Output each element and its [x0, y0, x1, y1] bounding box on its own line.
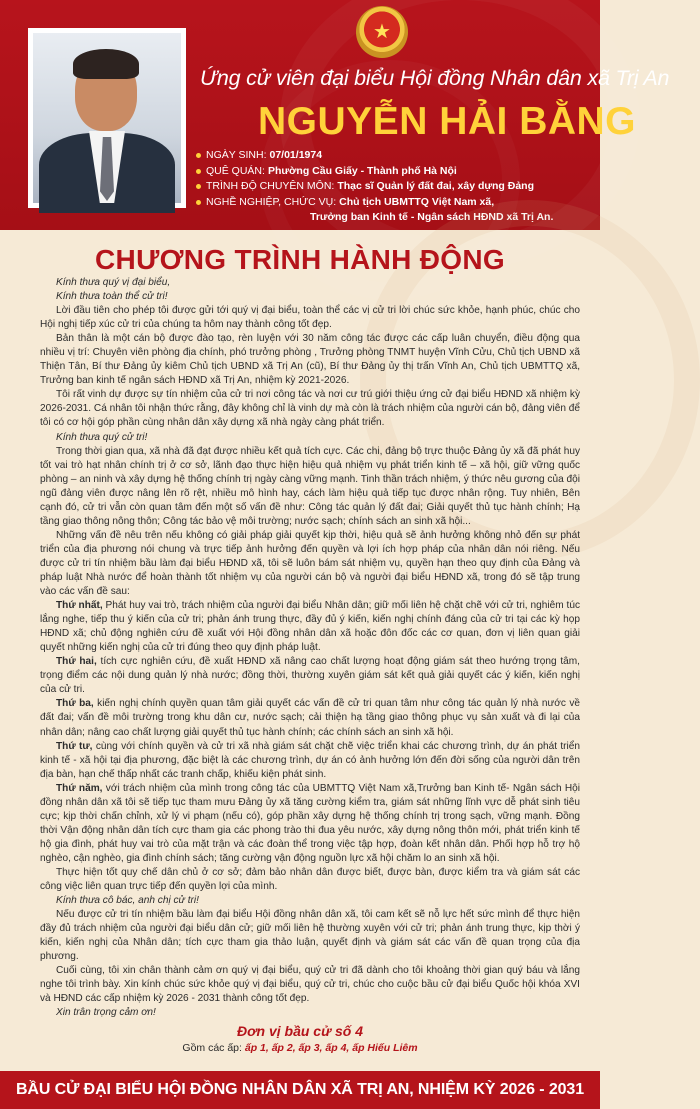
paragraph: Lời đầu tiên cho phép tôi được gửi tới quý vị đại biểu, toàn thể các vị cử tri lời chúc sức khỏe, hạnh phúc, chúc cho Hội nghị tiếp xúc cử tri của chúng ta hôm nay thành công tốt đẹp. [40, 305, 580, 331]
info-label: TRÌNH ĐỘ CHUYÊN MÔN: [206, 180, 335, 192]
greeting: Kính thưa cô bác, anh chị cử tri! [56, 895, 199, 907]
program-title: CHƯƠNG TRÌNH HÀNH ĐỘNG [95, 244, 505, 275]
task-text: Phát huy vai trò, trách nhiệm của người đại biểu Nhân dân; giữ mối liên hệ chặt chẽ với cử tri, nghiêm túc lắng nghe, tiếp thu ý kiến của cử tri; phản ánh trung thực, đầy đủ ý kiến, kiến nghị chính đáng của cử tri tại các kỳ họp HĐND xã; chủ động nghiên cứu đề xuất với Hội đồng nhân dân xã hoặc đôn đốc các cơ quan, đơn vị liên quan giải quyết những kiến nghị của cử tri đúng theo quy định pháp luật. [40, 600, 580, 654]
candidate-header [0, 0, 670, 230]
task-paragraph [40, 599, 580, 655]
greeting: Kính thưa quý vị đại biểu, [56, 277, 171, 288]
electoral-unit-title: Đơn vị bầu cử số 4 [237, 1023, 363, 1039]
task-lead: Thứ năm, [56, 782, 103, 794]
task-paragraph [40, 697, 580, 739]
task-lead: Thứ hai, [56, 656, 97, 668]
candidate-title: Ứng cử viên đại biểu Hội đồng Nhân dân xã Trị An [200, 66, 670, 90]
candidate-photo-frame [28, 28, 186, 208]
unit-prefix: Gồm các ấp: [182, 1042, 245, 1054]
paragraph: Thực hiện tốt quy chế dân chủ ở cơ sở; đảm bảo nhân dân được biết, được bàn, được kiểm tra và giám sát các công việc liên quan trực tiếp đến quyền lợi của mình. [40, 866, 580, 893]
paragraph: Cuối cùng, tôi xin chân thành cảm ơn quý vị đại biểu, quý cử tri đã dành cho tôi khoảng thời gian quý báu và lắng nghe tôi trình bày. Xin kính chúc sức khỏe quý vị đại biểu, quý cử tri, chúc cho cuộc bầu cử đại biểu Quốc hội khóa XVI và HĐND các cấp nhiệm kỳ 2026 - 2031 thành công tốt đẹp. [40, 965, 580, 1005]
task-text: tích cực nghiên cứu, đề xuất HĐND xã nâng cao chất lượng hoạt động giám sát theo hướng trọng tâm, trọng điểm các nội dung quản lý nhà nước; đồng thời, thường xuyên giám sát kết quả giải quyết các ý kiến, kiến nghị của cử tri. [40, 656, 580, 696]
paragraph: Những vấn đề nêu trên nếu không có giải pháp giải quyết kịp thời, hiệu quả sẽ ảnh hưởng không nhỏ đến sự phát triển của địa phương nói chung và trực tiếp ảnh hưởng đến quyền và lợi ích hợp pháp của nhân dân nói riêng. Nếu được cử tri tín nhiệm bầu làm đại biểu HĐND xã, tôi sẽ luôn bám sát nhiệm vụ, quyền hạn theo quy định của Đảng và pháp luật Nhà nước để hoàn thành tốt nhiệm vụ của người cán bộ và người đại biểu HĐND xã, trong đó sẽ tập trung vào các vấn đề sau: [40, 529, 580, 598]
task-text: cùng với chính quyền và cử tri xã nhà giám sát chặt chẽ việc triển khai các chương trình, dự án phát triển kinh tế - xã hội tại địa phương, đặc biệt là các chương trình, dự án có ảnh hưởng lớn đến đời sống của người dân trên địa bàn, hạn chế thấp nhất các tranh chấp, khiếu kiện phát sinh. [40, 740, 581, 780]
footer-banner [0, 1071, 600, 1109]
paragraph: Tôi rất vinh dự được sự tín nhiệm của cử tri nơi công tác và nơi cư trú giới thiệu ứng cử đại biểu HĐND xã nhiệm kỳ 2026-2031. Cá nhân tôi nhận thức rằng, đây không chỉ là vinh dự mà còn là trách nhiệm của người cán bộ, đảng viên để tôi có cơ hội góp phần cùng nhân dân xây dựng xã nhà ngày càng phát triển. [40, 389, 580, 429]
bullet-icon [196, 153, 201, 158]
task-lead: Thứ ba, [56, 698, 94, 710]
info-value: 07/01/1974 [269, 149, 323, 161]
paragraph: Nếu được cử tri tín nhiệm bầu làm đại biểu Hội đồng nhân dân xã, tôi cam kết sẽ nỗ lực hết sức mình để thực hiện đầy đủ trách nhiệm của người đại biểu dân cử; giữ mối liên hệ thường xuyên với cử tri; phản ánh trung thực, kịp thời ý kiến, kiến nghị của Nhân dân; tích cực tham gia thảo luận, quyết định và giám sát các vấn đề quan trọng của địa phương. [40, 909, 580, 963]
bullet-icon [196, 200, 201, 205]
national-emblem-icon: ★ [356, 6, 408, 58]
task-lead: Thứ tư, [56, 740, 93, 752]
task-lead: Thứ nhất, [56, 600, 103, 612]
info-value: Thạc sĩ Quản lý đất đai, xây dựng Đảng [337, 180, 534, 192]
task-paragraph [40, 740, 580, 782]
info-hometown [196, 164, 596, 180]
footer-text: BẦU CỬ ĐẠI BIỂU HỘI ĐỒNG NHÂN DÂN XÃ TRỊ AN, NHIỆM KỲ 2026 - 2031 [15, 1081, 585, 1098]
task-paragraph [40, 782, 580, 866]
task-text: kiến nghị chính quyền quan tâm giải quyết các vấn đề cử tri quan tâm như công tác quản lý nhà nước về đất đai; vấn đề môi trường trong khu dân cư, nước sạch; cải thiện hạ tầng giao thông phục vụ sản xuất và đi lại của nhân dân; nâng cao chất lượng giải quyết thủ tục hành chính; các chính sách an sinh xã hội. [40, 698, 580, 738]
photo-hair [73, 49, 139, 79]
closing: Xin trân trọng cảm ơn! [56, 1007, 156, 1019]
task-text: với trách nhiệm của mình trong công tác của UBMTTQ Việt Nam xã,Trưởng ban Kinh tế- Ngân sách Hội đồng nhân dân xã tôi sẽ tiếp tục tham mưu Đảng ủy xã tăng cường kiểm tra, giám sát những lĩnh vực dễ phát sinh tiêu cực; kịp thời chấn chỉnh, xử lý vi phạm (nếu có), góp phần xây dựng hệ thống chính trị trong sạch, vững mạnh. Đồng thời Vận động nhân dân tích cực tham gia các phong trào thi đua yêu nước, xây dựng nông thôn mới, phát triển kinh tế hộ gia đình, phát huy vai trò của mặt trận và các đoàn thể trong việc tập hợp, đoàn kết nhân dân. Phối hợp hỗ trợ hộ nghèo, cận nghèo, gia đình chính sách; tăng cường vận động nguồn lực xã hội chăm lo an sinh xã hội. [40, 782, 580, 864]
info-label: NGÀY SINH: [206, 149, 267, 161]
info-education [196, 179, 596, 195]
paragraph: Bản thân là một cán bộ được đào tạo, rèn luyện với 30 năm công tác được các cấp luân chuyển, điều động qua nhiều vị trí: Chuyên viên phòng địa chính, phó trưởng phòng , Trưởng phòng TNMT huyện Vĩnh Cửu, Chủ tịch UBND xã Thiện Tân, Bí thư Đảng ủy kiêm Chủ tịch UBND xã Trị An (cũ), Bí thư Đảng ủy thị trấn Vĩnh An, Chủ tịch UBMTTQ xã, Trưởng ban kinh tế ngân sách HĐND xã Trị An, nhiệm kỳ 2021-2026. [40, 333, 580, 387]
task-paragraph [40, 655, 580, 697]
info-label: NGHỀ NGHIỆP, CHỨC VỤ: [206, 195, 337, 208]
candidate-photo [33, 33, 181, 203]
info-birthdate [196, 148, 596, 164]
info-position-continuation: Trưởng ban Kinh tế - Ngân sách HĐND xã Trị An. [310, 211, 554, 223]
paragraph: Trong thời gian qua, xã nhà đã đạt được nhiều kết quả tích cực. Các chi, đảng bộ trực thuộc Đảng ủy xã đã phát huy tốt vai trò hạt nhân chính trị ở cơ sở, lãnh đạo thực hiện hiệu quả nhiệm vụ phát triển kinh tế – xã hội, giữ vững quốc phòng – an ninh và xây dựng hệ thống chính trị ngày càng vững mạnh. Tinh thần trách nhiệm, ý thức nêu gương của đội ngũ đảng viên được nâng lên rõ rệt, nhiều mô hình hay, cách làm hiệu quả tiếp tục được nhân rộng. Tuy nhiên, Bên cạnh đó, cử tri vẫn còn quan tâm đến một số vấn đề như: Công tác quản lý đất đai; Giải quyết thủ tục hành chính; Hạ tầng giao thông nông thôn; Công tác bảo vệ môi trường; nước sạch; chính sách an sinh xã hội... [40, 445, 580, 527]
program-content [40, 276, 580, 1020]
unit-list: ấp 1, ấp 2, ấp 3, ấp 4, ấp Hiếu Liêm [244, 1042, 418, 1054]
bullet-icon [196, 184, 201, 189]
candidate-name: NGUYỄN HẢI BẰNG [258, 100, 637, 143]
info-value: Phường Cầu Giấy - Thành phố Hà Nội [267, 164, 457, 177]
info-label: QUÊ QUÁN: [206, 164, 265, 177]
info-value: Chủ tịch UBMTTQ Việt Nam xã, [339, 195, 495, 208]
greeting: Kính thưa toàn thể cử tri! [56, 291, 168, 303]
bullet-icon [196, 169, 201, 174]
greeting: Kính thưa quý cử tri! [56, 431, 148, 443]
electoral-unit-members [0, 1042, 600, 1054]
